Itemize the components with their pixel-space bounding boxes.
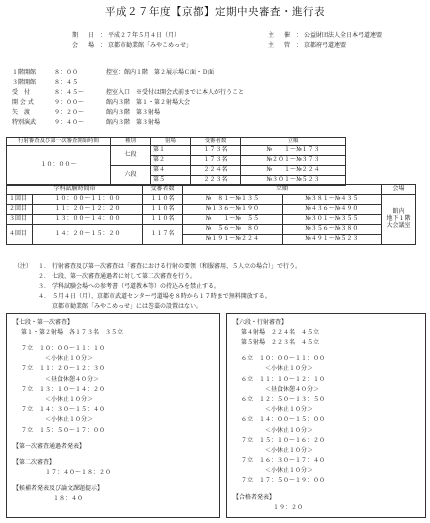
break-note: ＜小休止１０分＞ [45,416,94,424]
note-item: （注） １． 行射審査及び第一次審査は「審査における行射の要領（和服審用、５人立の場合）」で行う。 [14,262,302,270]
table-header: 立順 [183,185,382,195]
break-note: ＜小休止１０分＞ [265,365,314,373]
time-slot: ６立 １０：００～１１：００ [241,355,326,363]
table-row: １回目 １０：００～１１：００ １１０名 № ８１～№１３５ №３８１～№４３５ 館内 地下１階 大会議室 [7,195,416,205]
table-header: 行射審査及び第一次審査開始時間 [7,138,111,146]
break-note: ＜小休止１０分＞ [45,395,94,403]
notes-section [14,262,424,312]
break-note: ＜小休止１０分＞ [265,406,314,414]
table-row: 第２ １７３名 №２０１～№３７３ [7,156,346,166]
break-note: ＜小休止１０分＞ [265,446,314,454]
time-slot: ７立 １３：１０～１４：２０ [21,385,106,393]
table-row: １０：００～ 七段 第１ １７３名 № １～№１７３ [7,146,346,156]
table-header: 受審者数 [143,185,183,195]
event-manager: 京都府弓道連盟 [304,41,347,49]
event-info-right: 主 催 ： 公益財団法人全日本弓道連盟 主 管 ： 京都府弓道連盟 [268,31,383,49]
box-subtitle: 第４射場 ２２４名 ４５立 [241,328,320,336]
kind-cell: 七段 [111,146,151,166]
box-heading: 【七段・第一次審査】 [13,318,74,326]
table-header: 受審者数 [191,138,241,146]
table-header: 立順 [241,138,346,146]
seventh-dan-schedule-box [6,313,220,518]
time-slot: ７立 １１：２０～１２：３０ [21,365,106,373]
break-note: ＜昼食休憩４０分＞ [45,375,100,383]
exam-venue-cell: 館内 地下１階 大会議室 [382,195,416,245]
shooting-exam-table [6,137,346,186]
event-info-left: 期 日 ： 平成２７年５月４日（月） 会 場 ： 京都市勧業館「みやこめっせ」 [72,31,192,49]
schedule-row: 特別演武 ９：４０～ 館内３階 第３射場 [12,118,161,126]
break-note: ＜小休止１０分＞ [45,355,94,363]
note-continuation: 京都市勧業館「みやこめっせ」には巻藁の設置はない。 [52,302,202,310]
second-exam-time: １７：４０～１８：２０ [45,469,112,477]
table-row: ３回目 １３：００～１４：００ １１０名 № １～№ ５５ №３０１～№３５５ [7,215,416,225]
manager-key: 主 管 [268,41,293,49]
time-slot: ６立 １１：１０～１２：１０ [241,375,326,383]
table-header: 種別 [111,138,151,146]
box-heading: 【六段・行射審査】 [233,318,288,326]
schedule-row: 受 付 ８：４５～ 控室入口 ※受付は開会式前までに本人が行うこと [12,88,245,96]
schedule-row: １階開館 ８：００ 控室：館内１階 第２展示場Ｃ面・Ｄ面 [12,68,215,76]
table-row: ２回目 １１：２０～１２：２０ １１０名 №１３６～№１９０ №４３６～№４９０ [7,205,416,215]
pass-heading: 【第一次審査通過者発表】 [13,442,86,450]
table-row: 第５ ２２３名 №３０１～№５２３ [7,176,346,186]
time-slot: ７立 １５：１０～１６：２０ [241,436,326,444]
date-key: 期 日 [72,31,97,39]
host-key: 主 催 [268,31,293,39]
start-time-cell: １０：００～ [7,146,111,186]
table-row: ４回目 １４：２０～１５：２０ １１７名 № ５６～№ ８０ №３５６～№３８０ [7,225,416,235]
notes-prefix: （注） [14,262,33,270]
time-slot: ７立 １０：００～１１：１０ [21,345,106,353]
note-item: ２． 七段、第一次審査通過者に対して第二次審査を行う。 [38,272,197,280]
sixth-dan-schedule-box [226,313,426,518]
break-note: ＜小休止１０分＞ [265,467,314,475]
box-subtitle: 第５射場 ２２３名 ４５立 [241,339,320,347]
box-subtitle: 第１・第２射場 各１７３名 ３５立 [21,328,124,336]
written-exam-table [6,184,416,245]
time-slot: ６立 １４：００～１５：００ [241,416,326,424]
result-heading: 【合格者発表】 [233,493,276,501]
time-slot: ７立 １６：３０～１７：４０ [241,457,326,465]
table-row: 六段 第４ ２２４名 № １～№２２４ [7,166,346,176]
break-note: ＜小休止１０分＞ [265,426,314,434]
second-exam-heading: 【第二次審査】 [13,458,56,466]
kind-cell: 六段 [111,166,151,186]
result-time: １９：２０ [273,503,304,511]
day-schedule [12,68,322,128]
table-header-row [7,185,416,195]
table-row: №１９１～№２２４ №４９１～№５２３ [7,235,416,245]
time-slot: ７立 １７：５０～１９：００ [241,477,326,485]
event-date: 平成２７年５月４日（月） [108,31,181,39]
event-host: 公益財団法人全日本弓道連盟 [304,31,383,39]
time-slot: ７立 １５：５０～１７：００ [21,426,106,434]
note-item: ３． 学科試験会場への参考書（弓道教本等）の持込みを禁止する。 [38,282,221,290]
table-header: 射場 [151,138,191,146]
final-heading: 【候補者発表及び論文課題提示】 [13,485,104,493]
event-venue: 京都市勧業館「みやこめっせ」 [108,41,192,49]
schedule-row: ３階開館 ８：４５ [12,78,79,86]
final-time: １８：４０ [53,495,84,503]
time-slot: ７立 １４：３０～１５：４０ [21,406,106,414]
break-note: ＜昼食休憩４０分＞ [265,385,320,393]
page-title: 平成２７年度【京都】定期中央審査・進行表 [105,6,325,18]
table-header: 学科試験時間帯 [7,185,143,195]
note-item: ４． ５月４日（月）、京都市武道センター弓道場を８時から１７時まで無料開放する。 [38,292,271,300]
time-slot: ６立 １２：５０～１３：５０ [241,395,326,403]
schedule-row: 開 会 式 ９：００～ 館内３階 第１・第２射場大会 [12,98,191,106]
schedule-row: 矢 渡 ９：２０～ 館内３階 第３射場 [12,108,161,116]
table-header: 会場 [382,185,416,195]
venue-key: 会 場 [72,41,97,49]
